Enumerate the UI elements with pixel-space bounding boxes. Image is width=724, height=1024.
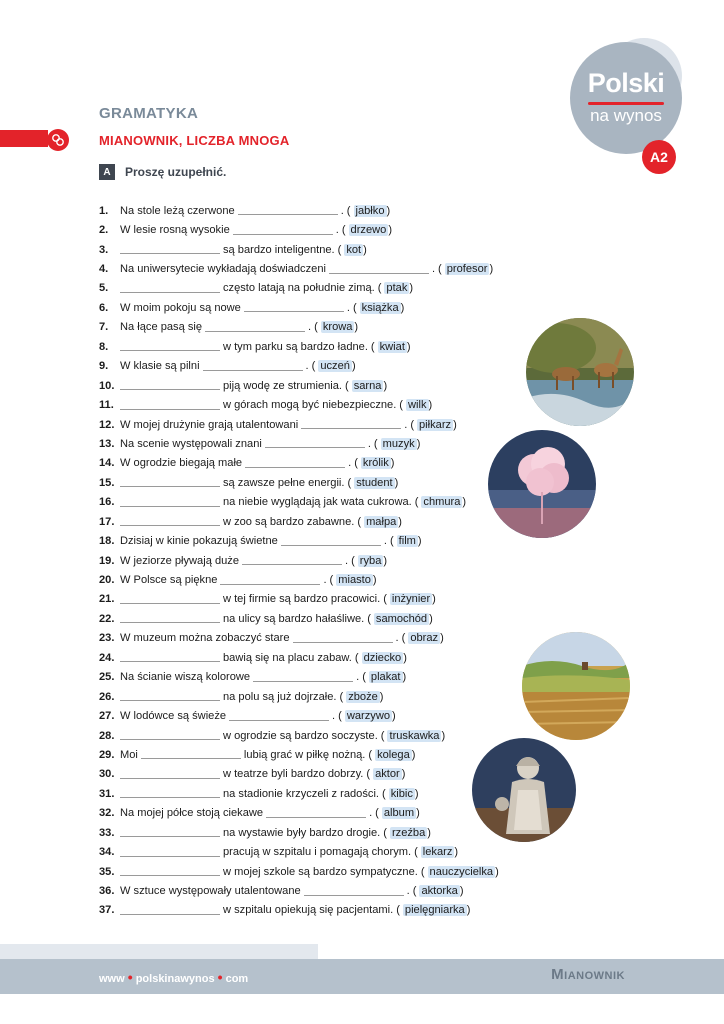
exercise-item [99, 395, 529, 414]
item-text-after: są bardzo inteligentne. [223, 243, 335, 256]
answer-blank[interactable] [329, 263, 429, 274]
item-number: 24. [99, 651, 115, 664]
answer-blank[interactable] [238, 204, 338, 215]
item-number: 17. [99, 515, 115, 528]
topic-bar [0, 130, 48, 147]
exercise-item [99, 512, 529, 531]
exercise-item [99, 279, 529, 298]
exercise-item [99, 318, 529, 337]
hint-word: ( ptak ) [377, 282, 414, 295]
item-text-after: w górach mogą być niebezpieczne. [223, 399, 397, 412]
answer-blank[interactable] [293, 632, 393, 643]
exercise-item [99, 590, 529, 609]
item-text-after: . [332, 710, 336, 723]
hint-word: ( małpa ) [357, 515, 402, 528]
exercise-instruction: Proszę uzupełnić. [125, 165, 227, 179]
item-number: 7. [99, 321, 109, 334]
level-badge: A2 [642, 140, 676, 174]
item-text-after: . [356, 671, 360, 684]
item-text-after: na polu są już dojrzałe. [223, 690, 337, 703]
item-number: 21. [99, 593, 115, 606]
hint-word: ( kolega ) [368, 748, 416, 761]
item-number: 22. [99, 612, 115, 625]
logo-brand: Polski [587, 68, 665, 98]
hint-highlight: sarna [353, 379, 382, 392]
item-text-after: na niebie wyglądają jak wata cukrowa. [223, 496, 412, 509]
answer-blank[interactable] [120, 846, 220, 857]
item-text-after: w mojej szkole są bardzo sympatyczne. [223, 865, 418, 878]
item-text-after: . [308, 321, 312, 334]
hint-highlight: ptak [386, 282, 408, 295]
exercise-item [99, 357, 529, 376]
item-number: 20. [99, 574, 115, 587]
hint-word: ( kot ) [337, 243, 367, 256]
answer-blank[interactable] [203, 360, 303, 371]
footer-chapter-label: Mianownik [551, 966, 625, 983]
answer-blank[interactable] [304, 885, 404, 896]
answer-blank[interactable] [233, 224, 333, 235]
hint-word: ( ryba ) [351, 554, 388, 567]
exercise-item [99, 493, 529, 512]
hint-highlight: wilk [408, 399, 427, 412]
answer-blank[interactable] [120, 690, 220, 701]
exercise-item [99, 823, 529, 842]
exercise-item [99, 220, 529, 239]
item-number: 34. [99, 846, 115, 859]
hint-highlight: drzewo [350, 224, 387, 237]
item-number: 27. [99, 710, 115, 723]
exercise-item [99, 415, 529, 434]
deer-photo [526, 318, 634, 426]
item-number: 3. [99, 243, 109, 256]
hint-word: ( truskawka ) [380, 729, 446, 742]
hint-highlight: rzeźba [391, 826, 426, 839]
item-text-before: W sztuce występowały utalentowane [120, 885, 301, 898]
answer-blank[interactable] [244, 301, 344, 312]
item-text-before: W lesie rosną wysokie [120, 224, 230, 237]
item-text-after: . [404, 418, 408, 431]
item-text-before: W jeziorze pływają duże [120, 554, 239, 567]
exercise-item [99, 842, 529, 861]
answer-blank[interactable] [205, 321, 305, 332]
item-number: 4. [99, 263, 109, 276]
item-text-after: . [395, 632, 399, 645]
hint-word: ( wilk ) [399, 399, 433, 412]
item-text-after: . [431, 263, 436, 276]
answer-blank[interactable] [120, 399, 220, 410]
item-number: 35. [99, 865, 115, 878]
hint-highlight: kolega [377, 748, 410, 761]
exercise-item [99, 706, 529, 725]
item-text-after: bawią się na placu zabaw. [223, 651, 352, 664]
hint-word: ( aktorka ) [412, 885, 464, 898]
topic-title: MIANOWNIK, LICZBA MNOGA [99, 133, 290, 148]
answer-blank[interactable] [120, 904, 220, 915]
hint-word: ( kibic ) [382, 787, 419, 800]
logo-subtitle: na wynos [590, 106, 662, 125]
item-text-before: W lodówce są świeże [120, 710, 227, 723]
exercise-item [99, 687, 529, 706]
item-number: 10. [99, 379, 115, 392]
item-text-before: Na łące pasą się [120, 321, 203, 334]
exercise-item [99, 337, 529, 356]
hint-word: ( kwiat ) [370, 340, 411, 353]
brand-logo [570, 38, 688, 165]
hint-word: ( piłkarz ) [410, 418, 457, 431]
hint-highlight: album [383, 807, 415, 820]
hint-highlight: plakat [370, 671, 401, 684]
answer-blank[interactable] [120, 379, 220, 390]
item-text-after: w tym parku są bardzo ładne. [223, 340, 368, 353]
hint-word: ( film ) [389, 535, 422, 548]
hint-word: ( inżynier ) [383, 593, 436, 606]
hint-word: ( profesor ) [438, 263, 494, 276]
hint-word: ( drzewo ) [341, 224, 393, 237]
hint-highlight: warzywo [346, 710, 390, 723]
item-text-after: . [335, 224, 339, 237]
hint-highlight: aktorka [421, 885, 458, 898]
item-text-before: Na mojej półce stoją ciekawe [120, 807, 264, 820]
exercise-list [99, 201, 529, 920]
item-text-before: W muzeum można zobaczyć stare [120, 632, 290, 645]
item-number: 30. [99, 768, 115, 781]
answer-blank[interactable] [120, 651, 220, 662]
hint-word: ( rzeźba ) [383, 826, 431, 839]
answer-blank[interactable] [120, 787, 220, 798]
hint-word: ( muzyk ) [373, 437, 421, 450]
item-number: 11. [99, 399, 114, 412]
hint-word: ( album ) [375, 807, 420, 820]
item-number: 26. [99, 690, 115, 703]
item-number: 12. [99, 418, 115, 431]
item-text-after: . [367, 437, 371, 450]
exercise-item [99, 434, 529, 453]
answer-blank[interactable] [120, 826, 220, 837]
item-text-after: . [345, 554, 349, 567]
footer-tab [0, 944, 318, 959]
exercise-item [99, 531, 529, 550]
answer-blank[interactable] [141, 748, 241, 759]
exercise-item [99, 376, 529, 395]
exercise-item [99, 668, 529, 687]
exercise-item [99, 745, 529, 764]
exercise-item [99, 784, 529, 803]
hint-highlight: zboże [348, 690, 378, 703]
hint-word: ( dziecko ) [354, 651, 407, 664]
section-title: GRAMATYKA [99, 105, 199, 122]
item-number: 1. [99, 204, 109, 217]
answer-blank[interactable] [220, 574, 320, 585]
exercise-item [99, 570, 529, 589]
hint-word: ( uczeń ) [311, 360, 356, 373]
hint-word: ( chmura ) [414, 496, 467, 509]
item-text-before: Na ścianie wiszą kolorowe [120, 671, 251, 684]
hint-word: ( lekarz ) [414, 846, 459, 859]
exercise-item [99, 804, 529, 823]
footer-url-part: www [99, 973, 125, 985]
item-text-after: w zoo są bardzo zabawne. [223, 515, 355, 528]
answer-blank[interactable] [120, 729, 220, 740]
hint-highlight: chmura [423, 496, 461, 509]
item-text-before: Na stole leżą czerwone [120, 204, 235, 217]
hint-highlight: lekarz [422, 846, 453, 859]
hint-word: ( warzywo ) [338, 710, 396, 723]
exercise-item [99, 473, 529, 492]
exercise-item [99, 629, 529, 648]
logo-underline [588, 102, 664, 105]
hint-word: ( student ) [347, 476, 399, 489]
answer-blank[interactable] [266, 807, 366, 818]
hint-word: ( sarna ) [345, 379, 388, 392]
hint-word: ( plakat ) [362, 671, 407, 684]
item-number: 36. [99, 885, 115, 898]
item-number: 37. [99, 904, 115, 917]
hint-word: ( samochód ) [367, 612, 433, 625]
footer-url-part: com [225, 973, 249, 985]
item-text-after: w ogrodzie są bardzo soczyste. [223, 729, 378, 742]
item-number: 6. [99, 301, 109, 314]
answer-blank[interactable] [120, 243, 220, 254]
item-number: 5. [99, 282, 109, 295]
hint-word: ( królik ) [354, 457, 395, 470]
item-text-after: w tej firmie są bardzo pracowici. [223, 593, 381, 606]
item-text-after: na wystawie były bardzo drogie. [223, 826, 381, 839]
footer-url-part: polskinawynos [135, 973, 215, 985]
hint-highlight: książka [361, 301, 399, 314]
item-number: 18. [99, 535, 115, 548]
exercise-item [99, 240, 529, 259]
hint-highlight: film [398, 535, 416, 548]
hint-highlight: student [356, 476, 393, 489]
item-number: 14. [99, 457, 115, 470]
item-number: 29. [99, 748, 115, 761]
hint-highlight: truskawka [389, 729, 440, 742]
hint-highlight: ryba [359, 554, 382, 567]
item-text-after: . [348, 457, 352, 470]
item-text-after: piją wodę ze strumienia. [223, 379, 343, 392]
exercise-item [99, 298, 529, 317]
exercise-item [99, 648, 529, 667]
hint-word: ( zboże ) [339, 690, 384, 703]
exercise-item [99, 259, 529, 278]
hint-highlight: małpa [366, 515, 397, 528]
item-text-before: Na uniwersytecie wykładają doświadczeni [120, 263, 326, 276]
hint-highlight: nauczycielka [429, 865, 494, 878]
answer-blank[interactable] [120, 865, 220, 876]
item-text-after: . [323, 574, 327, 587]
hint-highlight: pielęgniarka [404, 904, 465, 917]
answer-blank[interactable] [301, 418, 401, 429]
answer-blank[interactable] [120, 768, 220, 779]
answer-blank[interactable] [120, 340, 220, 351]
item-number: 23. [99, 632, 115, 645]
item-number: 15. [99, 476, 115, 489]
hint-highlight: aktor [375, 768, 400, 781]
hint-word: ( aktor ) [366, 768, 406, 781]
item-text-after: w szpitalu opiekują się pacjentami. [223, 904, 394, 917]
item-text-after: . [406, 885, 410, 898]
item-number: 28. [99, 729, 115, 742]
item-text-after: na stadionie krzyczeli z radości. [223, 787, 379, 800]
hint-word: ( pielęgniarka ) [396, 904, 471, 917]
answer-blank[interactable] [265, 437, 365, 448]
cloud-photo [488, 430, 596, 538]
item-number: 33. [99, 826, 115, 839]
hint-word: ( książka ) [352, 301, 405, 314]
answer-blank[interactable] [120, 612, 220, 623]
hint-highlight: kwiat [379, 340, 405, 353]
footer-url-dot: • [127, 969, 133, 985]
item-text-before: Na scenie występowali znani [120, 437, 262, 450]
item-text-after: . [369, 807, 373, 820]
item-text-before: W klasie są pilni [120, 360, 200, 373]
exercise-item [99, 765, 529, 784]
item-text-after: pracują w szpitalu i pomagają chorym. [223, 846, 412, 859]
item-number: 32. [99, 807, 115, 820]
item-text-after: . [305, 360, 309, 373]
answer-blank[interactable] [253, 671, 353, 682]
item-number: 8. [99, 340, 109, 353]
hint-highlight: kibic [390, 787, 413, 800]
hint-highlight: piłkarz [419, 418, 452, 431]
hint-highlight: inżynier [391, 593, 431, 606]
hint-highlight: uczeń [320, 360, 350, 373]
item-number: 31. [99, 787, 115, 800]
item-text-after: są zawsze pełne energii. [223, 476, 345, 489]
exercise-item [99, 551, 529, 570]
hint-highlight: profesor [446, 263, 488, 276]
hint-highlight: krowa [322, 321, 353, 334]
exercise-item [99, 901, 529, 920]
item-text-before: W moim pokoju są nowe [120, 301, 241, 314]
hint-word: ( miasto ) [329, 574, 377, 587]
item-text-before: Dzisiaj w kinie pokazują świetne [120, 535, 278, 548]
answer-blank[interactable] [120, 496, 220, 507]
answer-blank[interactable] [242, 554, 342, 565]
hint-word: ( obraz ) [401, 632, 444, 645]
item-text-after: . [340, 204, 344, 217]
footer-url-dot: • [217, 969, 223, 985]
grammar-icon [47, 129, 69, 151]
exercise-item [99, 201, 529, 220]
hint-word: ( nauczycielka ) [420, 865, 499, 878]
exercise-item [99, 454, 529, 473]
exercise-badge: A [99, 164, 115, 180]
hint-highlight: obraz [410, 632, 439, 645]
answer-blank[interactable] [120, 515, 220, 526]
hint-word: ( jabłko ) [346, 204, 391, 217]
field-photo [522, 632, 630, 740]
item-text-after: lubią grać w piłkę nożną. [243, 748, 366, 761]
item-text-after: na ulicy są bardzo hałaśliwe. [223, 612, 365, 625]
item-number: 13. [99, 437, 115, 450]
hint-highlight: miasto [338, 574, 371, 587]
answer-blank[interactable] [120, 282, 220, 293]
exercise-item [99, 726, 529, 745]
hint-highlight: muzyk [382, 437, 415, 450]
exercise-item [99, 862, 529, 881]
item-number: 2. [99, 224, 109, 237]
hint-word: ( krowa ) [314, 321, 359, 334]
hint-highlight: kot [346, 243, 362, 256]
hint-highlight: jabłko [355, 204, 385, 217]
item-number: 25. [99, 671, 115, 684]
item-number: 9. [99, 360, 109, 373]
hint-highlight: królik [362, 457, 389, 470]
item-text-after: . [383, 535, 387, 548]
exercise-item [99, 609, 529, 628]
footer-url[interactable] [99, 969, 248, 985]
item-text-after: często latają na południe zimą. [223, 282, 375, 295]
answer-blank[interactable] [281, 535, 381, 546]
item-text-before: W mojej drużynie grają utalentowani [120, 418, 299, 431]
item-text-before: Moi [120, 748, 138, 761]
answer-blank[interactable] [120, 593, 220, 604]
hint-highlight: dziecko [363, 651, 402, 664]
item-text-before: W ogrodzie biegają małe [120, 457, 243, 470]
item-number: 19. [99, 554, 115, 567]
item-text-before: W Polsce są piękne [120, 574, 218, 587]
item-text-after: w teatrze byli bardzo dobrzy. [223, 768, 364, 781]
exercise-item [99, 881, 529, 900]
answer-blank[interactable] [229, 710, 329, 721]
answer-blank[interactable] [245, 457, 345, 468]
item-text-after: . [346, 301, 350, 314]
sculpture-photo [472, 738, 576, 842]
answer-blank[interactable] [120, 476, 220, 487]
hint-highlight: samochód [375, 612, 428, 625]
item-number: 16. [99, 496, 115, 509]
